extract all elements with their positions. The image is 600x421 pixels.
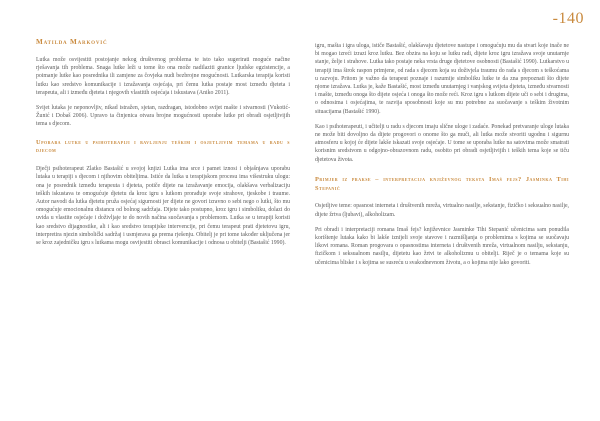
left-column <box>36 56 290 254</box>
paragraph: igru, mašta i igra uloga, ističe Bastašić, olakšavaju djetetove nastupe i omogućuju mu da stvari koje inače ne bi mogao izreći izrazi kroz lutku. Bez obzira na koju se lutku radi, dijete kroz igru izražava svoje unutarnje stanje, želje i strahove. Lutka tako postaje neka vrsta druge djetetove osobnosti (Bastašić 1990). Lutkarstvo u terapiji ima širok raspon primjene, od rada s djecom koja su doživjela traumu do rada s djecom s teškoćama u razvoju. Pritom je važno da terapeut poznaje i razumije simboliku lutke te da zna prepoznati što dijete njome izražava. Lutka je, kaže Bastašić, most između unutarnjeg i vanjskog svijeta djeteta, između stvarnosti i mašte, između onoga što dijete osjeća i onoga što može reći. Kroz igru s lutkom dijete uči o sebi i drugima, o odnosima i osjećajima, te razvija sposobnosti koje su mu potrebne za suočavanje s teškim životnim situacijama (Bastašić 1990). <box>315 43 569 115</box>
paragraph: Pri obradi i interpretaciji romana Imaš fejs? književnice Jasminke Tihi Stepanić učenicima sam ponudila korištenje lutaka kako bi lakše iznijeli svoje stavove i razmišljanja o problemima s kojima se suočavaju likovi romana. Roman progovara o opasnostima interneta i društvenih mreža, virtualnom nasilju, sekstanju, fizičkom i seksualnom nasilju, dijetetu kao žrtvi te alkoholizmu u obitelji. Riječ je o temama koje su učenicima bliske i s kojima se susreću u svakodnevnom životu, a o kojima nije lako govoriti. <box>315 226 569 266</box>
paragraph: Lutka može osvijestiti postojanje nekog društvenog problema te isto tako sugerirati moguće načine rješavanja tih problema. Snaga lutke leži u tome što ona može nadilaziti granice ljudske egzistencije, a poimanje lutke kao posrednika ili zamjene za čovjeka nudi bezbrojne mogućnosti. Lutkarska terapija koristi lutku kao sredstvo komunikacije i izražavanja osjećaja, pri čemu lutka postaje most između djeteta i terapeuta, ali i između djeteta i njegovih vlastitih osjećaja i iskustava (Aniko 2011). <box>36 57 290 96</box>
section-heading: Uporaba lutke u psihoterapiji i bavljenju teškim i osjetljivim temama u radu s djecom <box>36 138 290 155</box>
paragraph: Dječji psihoterapeut Zlatko Bastašić u svojoj knjizi Lutka ima srce i pamet iznosi i objašnjava uporabu lutaka u terapiji s djecom i njihovim obiteljima. Istiće da lutka u terapijskom procesu ima višestruku ulogu: ona je posrednik između terapeuta i djeteta, potiče dijete na izražavanje emocija, olakšava verbalizaciju teških iskustava te omogućuje djetetu da kroz igru s lutkom prorađuje svoje strahove, tjeskobe i traume. Autor navodi da lutka djetetu pruža osjećaj sigurnosti jer dijete ne govori izravno o sebi nego o lutki, što mu omogućuje emocionalnu distancu od bolnog sadržaja. Dijete tako postupno, kroz igru i simboliku, dolazi do uvida u vlastite osjećaje i doživljaje te do novih načina suočavanja s problemom. Lutka se u terapiji koristi kao sredstvo dijagnostike, ali i kao sredstvo terapijske intervencije, pri čemu terapeut prati djetetovu igru, interpretira njezin simbolički sadržaj i usmjerava ga prema rješenju. Obitelj je pri tome također uključena jer se kroz zajedničku igru s lutkama mogu osvijestiti obrasci komunikacije i odnosa u obitelji (Bastašić 1990). <box>36 166 290 247</box>
page-number: -140 <box>552 10 584 27</box>
right-column <box>315 42 569 274</box>
author-header: Matilda Marković <box>36 38 108 46</box>
paragraph: Kao i psihoterapeuti, i učitelji u radu s djecom imaju slične uloge i zadaće. Ponekad pretvaranje uloge lutaka ne može biti dovoljno da dijete progovori o onome što ga muči, ali lutka može stvoriti ugodnu i sigurnu atmosferu u kojoj će dijete lakše iskazati svoje osjećaje. U tome se uporaba lutke na satovima može smatrati korisnim sredstvom u odgojno-obrazovnom radu, osobito pri obradi osjetljivijih i teških tema koje se tiču djetetova života. <box>315 123 569 163</box>
section-heading: Primjer iz prakse – interpretacija književnog teksta Imaš fejs? Jasminka Tihi Stepanić <box>315 175 569 192</box>
paragraph: Osjetljive teme: opasnost interneta i društvenih mreža, virtualno nasilje, sekstanje, fizičko i seksualno nasilje, dijete žrtva (ljubavi), alkoholizam. <box>315 203 569 218</box>
paragraph: Svijet lutaka je neponovljiv, nikad istražen, sjetan, razdragan, istodobno svijet mašte i stvarnosti (Vukotić-Žunić i Dobaš 2006). Upravo ta činjenica otvara brojne mogućnosti uporabe lutke pri obradi osjetljivijih tema s djecom. <box>36 105 290 128</box>
